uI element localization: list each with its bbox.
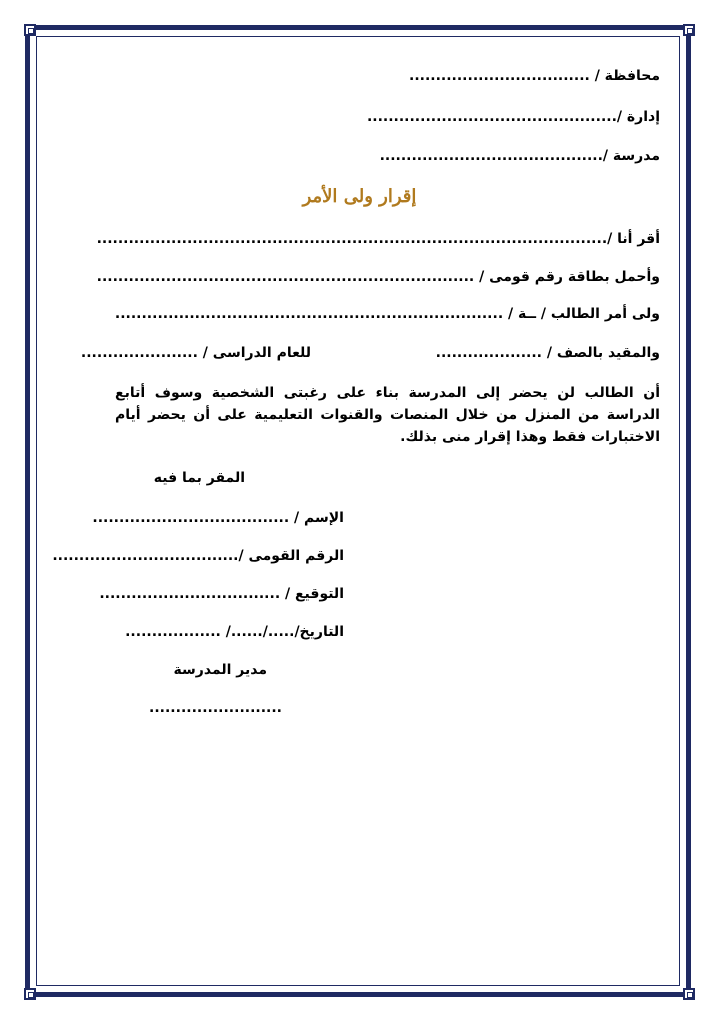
signer-name-line: الإسم / ..................................... bbox=[92, 510, 344, 526]
enrolled-grade-line: والمقيد بالصف / .................... bbox=[435, 345, 660, 361]
signer-signature-line: التوقيع / .................................. bbox=[99, 586, 344, 602]
declaration-statement: أن الطالب لن يحضر إلى المدرسة بناء على رغبتى الشخصية وسوف أتابع الدراسة من المنزل من خلال المنصات والقنوات التعليمية على أن يحضر أيام الاختبارات فقط وهذا إقرار منى بذلك. bbox=[115, 385, 660, 445]
school-line: مدرسة /.......................................... bbox=[379, 148, 660, 164]
declarant-heading: المقر بما فيه bbox=[153, 470, 245, 486]
border-corner-ornament bbox=[24, 24, 36, 36]
border-corner-ornament bbox=[683, 24, 695, 36]
document-title: إقرار ولى الأمر bbox=[302, 186, 417, 207]
border-corner-ornament bbox=[683, 988, 695, 1000]
governorate-line: محافظة / .................................. bbox=[409, 68, 660, 84]
signer-date-line: التاريخ/...../....../ .................. bbox=[125, 624, 344, 640]
academic-year-line: للعام الدراسى / ...................... bbox=[80, 345, 311, 361]
principal-label: مدير المدرسة bbox=[173, 662, 267, 678]
guardian-of-line: ولى أمر الطالب / ــة / ......................................................................... bbox=[114, 306, 660, 322]
national-id-line: وأحمل بطاقة رقم قومى / ....................................................................... bbox=[96, 269, 660, 285]
border-corner-ornament bbox=[24, 988, 36, 1000]
principal-signature-line: ......................... bbox=[149, 700, 282, 716]
administration-line: إدارة /............................................... bbox=[366, 109, 660, 125]
i-declare-line: أقر أنا /................................................................................................ bbox=[96, 231, 660, 247]
signer-national-id-line: الرقم القومى /................................... bbox=[52, 548, 344, 564]
